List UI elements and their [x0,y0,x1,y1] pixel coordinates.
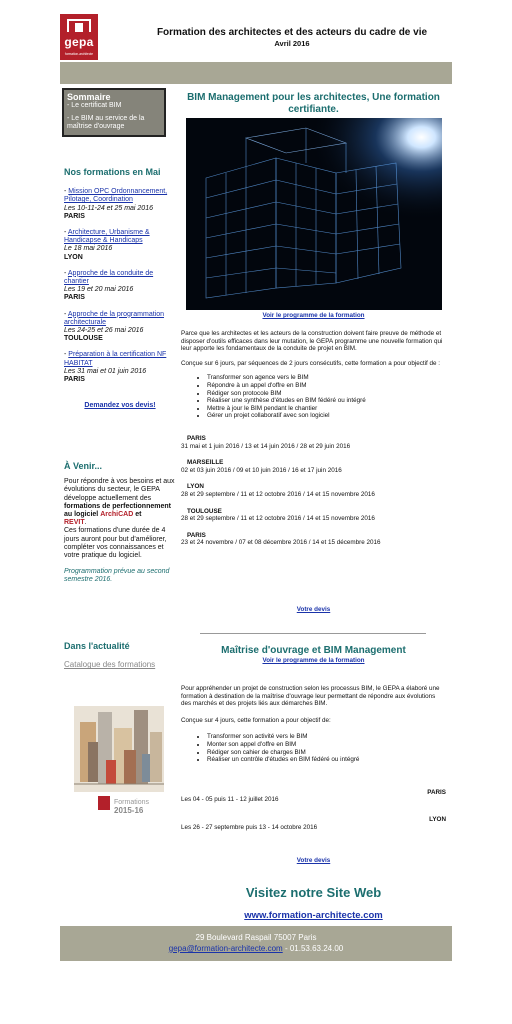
formation-dates: Les 19 et 20 mai 2016 [64,286,134,294]
list-item: • Transformer son agence vers le BIM [207,374,446,382]
bim-body [181,330,446,547]
session-city: TOULOUSE [187,507,222,515]
session-dates: 28 et 29 septembre / 11 et 12 octobre 2016 / 14 et 15 novembre 2016 [181,515,375,523]
formation-city: PARIS [64,212,85,220]
formation-city: PARIS [64,294,85,302]
formation-dates: Les 10-11-24 et 25 mai 2016 [64,204,153,212]
sommaire-link-maitrise[interactable]: - Le BIM au service de la maîtrise d'ouvrage [67,114,145,130]
formation-link-programmation[interactable]: Approche de la programmation architecturale [64,310,165,326]
avenir-note: Programmation prévue au second semestre 2016. [64,568,170,584]
list-item: • Répondre à un appel d'offre en BIM [207,382,446,390]
list-item: • Réaliser une synthèse d'études en BIM fédéré ou intégré [207,397,446,405]
footer-email-link[interactable]: gepa@formation-architecte.com [168,944,283,953]
list-item: - Architecture, Urbanisme & Handicapse & Handicaps Le 18 mai 2016 LYON [64,229,150,261]
list-item: - Mission OPC Ordonnancement, Pilotage, Coordination Les 10-11-24 et 25 mai 2016 PARIS [64,188,168,220]
avenir-et: et [135,511,142,519]
avenir-section [64,462,176,585]
avenir-paragraph: Pour répondre à vos besoins et aux évolutions du secteur, le GEPA développe actuellement des formations de perfectionnement au logiciel ArchiCAD et REVIT. Ces formations d'une durée de 4 jours auront pour but d'améliorer, compléter vos connaissances et votre pratique du logiciel. [64,478,175,560]
list-item: • Rédiger son cahier de charges BIM [207,749,446,757]
footer-contact [60,944,452,953]
formation-link-nf-habitat[interactable]: Préparation à la certification NF HABITAT [64,351,167,367]
bim-devis-link[interactable]: Votre devis [296,606,331,613]
list-item: • Transformer son activité vers le BIM [207,733,446,741]
session-city: PARIS [187,531,206,539]
bim-program-link[interactable]: Voir le programme de la formation [262,312,365,319]
list-item: - Approche de la conduite de chantier Les 19 et 20 mai 2016 PARIS [64,269,154,302]
avenir-bold-text: formations de perfectionnement au logiciel [64,502,171,519]
bim-title: BIM Management pour les architectes, Une formation certifiante. [187,92,440,115]
catalogue-cover-year: 2015-16 [114,806,144,815]
session-dates: 31 mai et 1 juin 2016 / 13 et 14 juin 2016 / 28 et 29 juin 2016 [181,442,351,450]
mo-title: Maîtrise d'ouvrage et BIM Management [221,645,406,656]
formation-dates: Le 18 mai 2016 [64,245,113,253]
revit-label: REVIT [64,519,85,527]
mo-objective: Conçue sur 4 jours, cette formation a pour objectif de: [181,716,331,724]
gepa-logo[interactable] [60,14,98,60]
catalogue-cover-label: Formations [114,799,150,806]
catalogue-cover-graphic [70,692,170,824]
formations-section [64,168,176,410]
catalogue-cover-image[interactable] [70,692,170,824]
bim-intro: Parce que les architectes et les acteurs de la construction doivent faire preuve de méthode et disposer d'outils efficaces dans leur mutation, le GEPA programme une nouvelle formation qui leur apporte les fondamentaux de la conduite de projet en BIM. [181,330,443,353]
bim-objectives-list [181,374,446,420]
actualite-section [64,642,176,670]
section-divider [200,633,426,634]
session-city: LYON [429,815,446,823]
formation-city: TOULOUSE [64,335,103,343]
session-city: MARSEILLE [187,459,224,467]
sommaire-box [62,88,166,137]
formations-title: Nos formations en Mai [64,167,161,177]
bim-objective: Conçue sur 6 jours, par séquences de 2 jours consécutifs, cette formation a pour objectif de : [181,359,441,367]
session-block [181,789,446,804]
bim-hero-image [186,118,442,310]
logo-word: gepa [64,35,94,49]
formation-link-opc[interactable]: Mission OPC Ordonnancement, Pilotage, Coordination [64,188,168,204]
avenir-text: Pour répondre à vos besoins et aux évolutions du secteur, le GEPA développe actuellement des [64,478,175,502]
footer-phone: - 01.53.63.24.00 [282,944,344,953]
list-item: • Gérer un projet collaboratif avec son logiciel [207,412,446,420]
avenir-title: À Venir... [64,461,103,471]
session-block [181,459,446,474]
session-block [181,483,446,498]
actualite-title: Dans l'actualité [64,641,130,651]
header-banner-bar [60,62,452,84]
catalogue-link[interactable]: Catalogue des formations [64,660,156,670]
mo-devis-link[interactable]: Votre devis [296,857,331,864]
session-dates: 02 et 03 juin 2016 / 09 et 10 juin 2016 / 16 et 17 juin 2016 [181,466,342,474]
header [0,0,512,60]
list-item: • Rédiger son protocole BIM [207,390,446,398]
session-block [181,816,446,831]
mo-intro: Pour appréhender un projet de construction selon les processus BIM, le GEPA a élaboré une formation à destination de la maîtrise d'ouvrage leur permettant de répondre aux évolutions des marchés et des projets liés aux démarches BIM. [181,685,440,708]
session-city: PARIS [427,788,446,796]
demandez-devis-link[interactable]: Demandez vos devis! [84,402,156,410]
devis-wrap [64,402,176,410]
archicad-label: ArchiCAD [100,511,134,519]
list-item: - Préparation à la certification NF HABITAT Les 31 mai et 01 juin 2016 PARIS [64,351,167,384]
session-dates: 28 et 29 septembre / 11 et 12 octobre 2016 / 14 et 15 novembre 2016 [181,490,375,498]
footer [60,926,452,961]
session-block [181,508,446,523]
formation-link-handicap[interactable]: Architecture, Urbanisme & Handicapse & Handicaps [64,229,150,245]
mo-objectives-list [181,733,446,763]
footer-address: 29 Boulevard Raspail 75007 Paris [195,933,317,942]
list-item: • Monter son appel d'offre en BIM [207,741,446,749]
list-item: • Mettre à jour le BIM pendant le chantier [207,405,446,413]
session-city: PARIS [187,434,206,442]
site-url-link[interactable]: www.formation-architecte.com [244,910,383,921]
session-block [181,532,446,547]
session-dates: 23 et 24 novembre / 07 et 08 décembre 2016 / 14 et 15 décembre 2016 [181,539,381,547]
sommaire-link-certificat[interactable]: - Le certificat BIM [67,102,122,109]
session-block [181,435,446,450]
avenir-description: Ces formations d'une durée de 4 jours auront pour but d'améliorer, compléter vos connaissances et votre pratique du logiciel. [64,527,167,560]
mo-program-link[interactable]: Voir le programme de la formation [262,657,365,664]
bim-wireframe-graphic [186,118,442,310]
formation-dates: Les 24-25 et 26 mai 2016 [64,327,144,335]
newsletter-title: Formation des architectes et des acteurs du cadre de vie [156,27,428,38]
list-item: • Réaliser un contrôle d'études en BIM fédéré ou intégré [207,756,446,764]
logo-subtitle: formation-architecte [64,52,94,56]
list-item: - Approche de la programmation architecturale Les 24-25 et 26 mai 2016 TOULOUSE [64,310,165,343]
session-dates: Les 04 - 05 puis 11 - 12 juillet 2016 [181,796,279,804]
formation-city: PARIS [64,376,85,384]
sommaire-title: Sommaire [67,92,111,102]
session-city: LYON [187,483,204,491]
mo-body [181,685,446,831]
formation-city: LYON [64,253,83,261]
logo-glyph-icon [67,19,91,32]
formation-link-chantier[interactable]: Approche de la conduite de chantier [64,269,154,286]
session-dates: Les 26 - 27 septembre puis 13 - 14 octobre 2016 [181,823,318,831]
site-title: Visitez notre Site Web [245,885,382,900]
newsletter-date: Avril 2016 [274,39,310,48]
formation-dates: Les 31 mai et 01 juin 2016 [64,367,147,375]
